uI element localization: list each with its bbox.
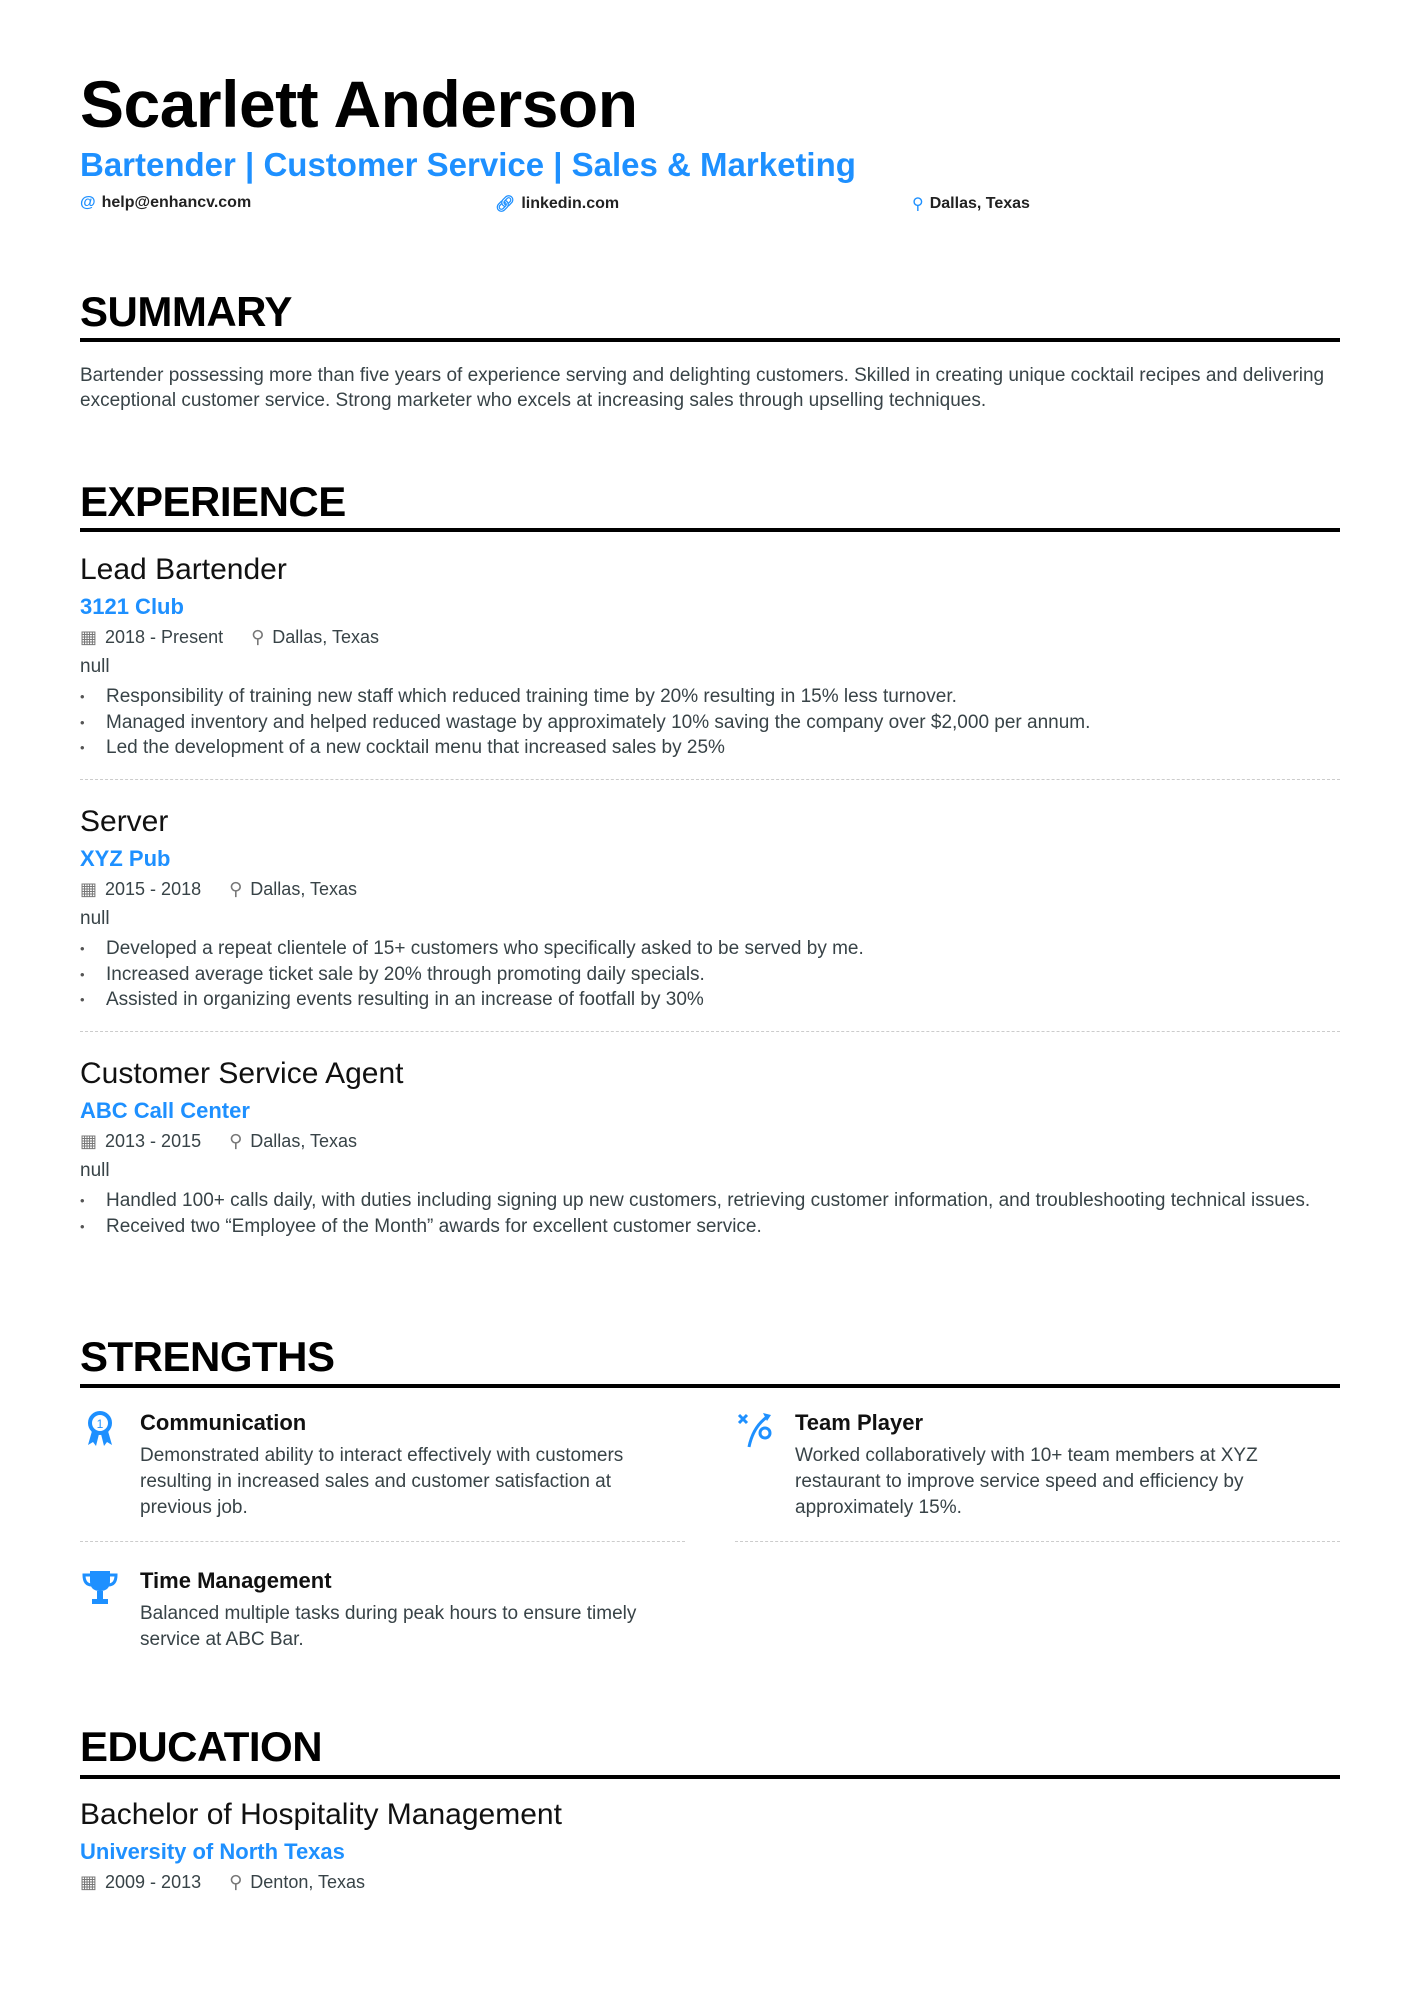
section-divider [80,1775,1340,1779]
job-description: null [80,1160,110,1181]
location-text: Dallas, Texas [250,879,358,899]
bullet-item: • Led the development of a new cocktail menu that increased sales by 25% [80,735,1340,761]
job-title: Lead Bartender [80,553,287,586]
bullet-item: • Responsibility of training new staff which reduced training time by 20% resulting in 15% less turnover. [80,684,1340,710]
calendar-icon: ▦ [80,879,98,899]
award-ribbon-icon [80,1409,120,1449]
strength-item [80,1567,685,1653]
calendar-icon: ▦ [80,627,98,647]
job-entry [80,551,1340,780]
summary-heading: SUMMARY [80,288,292,335]
company-name[interactable]: ABC Call Center [80,1098,250,1123]
email-text: help@enhancv.com [101,194,252,211]
section-divider [80,1384,1340,1388]
education-dates [80,1869,201,1895]
job-dates [80,624,223,650]
calendar-icon: ▦ [80,1872,98,1892]
bullet-item: • Received two “Employee of the Month” awards for excellent customer service. [80,1214,1340,1240]
contact-email[interactable] [80,194,251,212]
contact-linkedin[interactable] [495,194,619,214]
strength-description: Balanced multiple tasks during peak hours to ensure timely service at ABC Bar. [140,1603,637,1650]
section-divider [80,338,1340,342]
dates-text: 2015 - 2018 [105,879,202,899]
job-location [229,1128,357,1154]
job-dates [80,876,201,902]
bullet-item: • Increased average ticket sale by 20% through promoting daily specials. [80,962,1340,988]
strength-description: Worked collaboratively with 10+ team members at XYZ restaurant to improve service speed and efficiency by approximately 15%. [795,1445,1258,1518]
dashed-divider [80,1031,1340,1032]
strengths-heading: STRENGTHS [80,1333,335,1380]
contact-location [912,194,1030,214]
at-icon: @ [80,194,96,211]
location-pin-icon: ⚲ [229,879,243,899]
location-pin-icon: ⚲ [251,627,265,647]
summary-text: Bartender possessing more than five years of experience serving and delighting customers. Skilled in creating unique cocktail recipes and delivering exceptional customer service. Strong marketer who excels at increasing sales through upselling techniques. [80,365,1325,411]
location-text: Dallas, Texas [250,1131,358,1151]
strength-item [80,1409,685,1542]
calendar-icon: ▦ [80,1131,98,1151]
candidate-name: Scarlett Anderson [80,67,638,141]
dates-text: 2018 - Present [105,627,224,647]
location-text: Dallas, Texas [272,627,379,647]
experience-heading: EXPERIENCE [80,478,346,525]
strength-title: Communication [140,1410,307,1435]
svg-text:1: 1 [96,1417,104,1431]
location-pin-icon: ⚲ [912,196,924,213]
dates-text: 2013 - 2015 [105,1131,202,1151]
location-pin-icon: ⚲ [229,1872,243,1892]
job-entry [80,803,1340,1032]
job-title: Server [80,805,169,838]
location-text: Denton, Texas [250,1872,366,1892]
job-dates [80,1128,201,1154]
dashed-divider [80,1541,685,1542]
dashed-divider [80,779,1340,780]
bullet-list [80,684,1340,761]
strength-title: Time Management [140,1568,332,1593]
education-entry [80,1796,1340,1895]
linkedin-text: linkedin.com [521,195,620,212]
bullet-list [80,936,1340,1013]
education-location [229,1869,365,1895]
education-heading: EDUCATION [80,1723,323,1770]
strength-item [735,1409,1340,1542]
link-icon: 🔗︎ [495,196,516,213]
trophy-icon [80,1567,120,1607]
bullet-item: • Managed inventory and helped reduced wastage by approximately 10% saving the company over $2,000 per annum. [80,710,1340,736]
candidate-headline: Bartender | Customer Service | Sales & Marketing [80,146,856,183]
bullet-item: • Developed a repeat clientele of 15+ customers who specifically asked to be served by me. [80,936,1340,962]
contact-row [80,194,1340,216]
job-description: null [80,656,110,677]
bullet-list [80,1188,1340,1239]
job-location [229,876,357,902]
section-divider [80,528,1340,532]
bullet-item: • Assisted in organizing events resulting in an increase of footfall by 30% [80,987,1340,1013]
degree-title: Bachelor of Hospitality Management [80,1798,562,1831]
dates-text: 2009 - 2013 [105,1872,202,1892]
job-description: null [80,908,110,929]
strength-description: Demonstrated ability to interact effectively with customers resulting in increased sales and customer satisfaction at previous job. [140,1445,624,1518]
company-name[interactable]: 3121 Club [80,594,184,619]
location-text: Dallas, Texas [929,195,1030,212]
job-title: Customer Service Agent [80,1057,404,1090]
job-location [251,624,379,650]
bullet-item: • Handled 100+ calls daily, with duties including signing up new customers, retrieving customer information, and troubleshooting technical issues. [80,1188,1340,1214]
company-name[interactable]: XYZ Pub [80,846,171,871]
strategy-play-icon [735,1409,775,1449]
school-name[interactable]: University of North Texas [80,1839,345,1864]
strength-title: Team Player [795,1410,924,1435]
job-entry [80,1055,1340,1239]
dashed-divider [735,1541,1340,1542]
location-pin-icon: ⚲ [229,1131,243,1151]
